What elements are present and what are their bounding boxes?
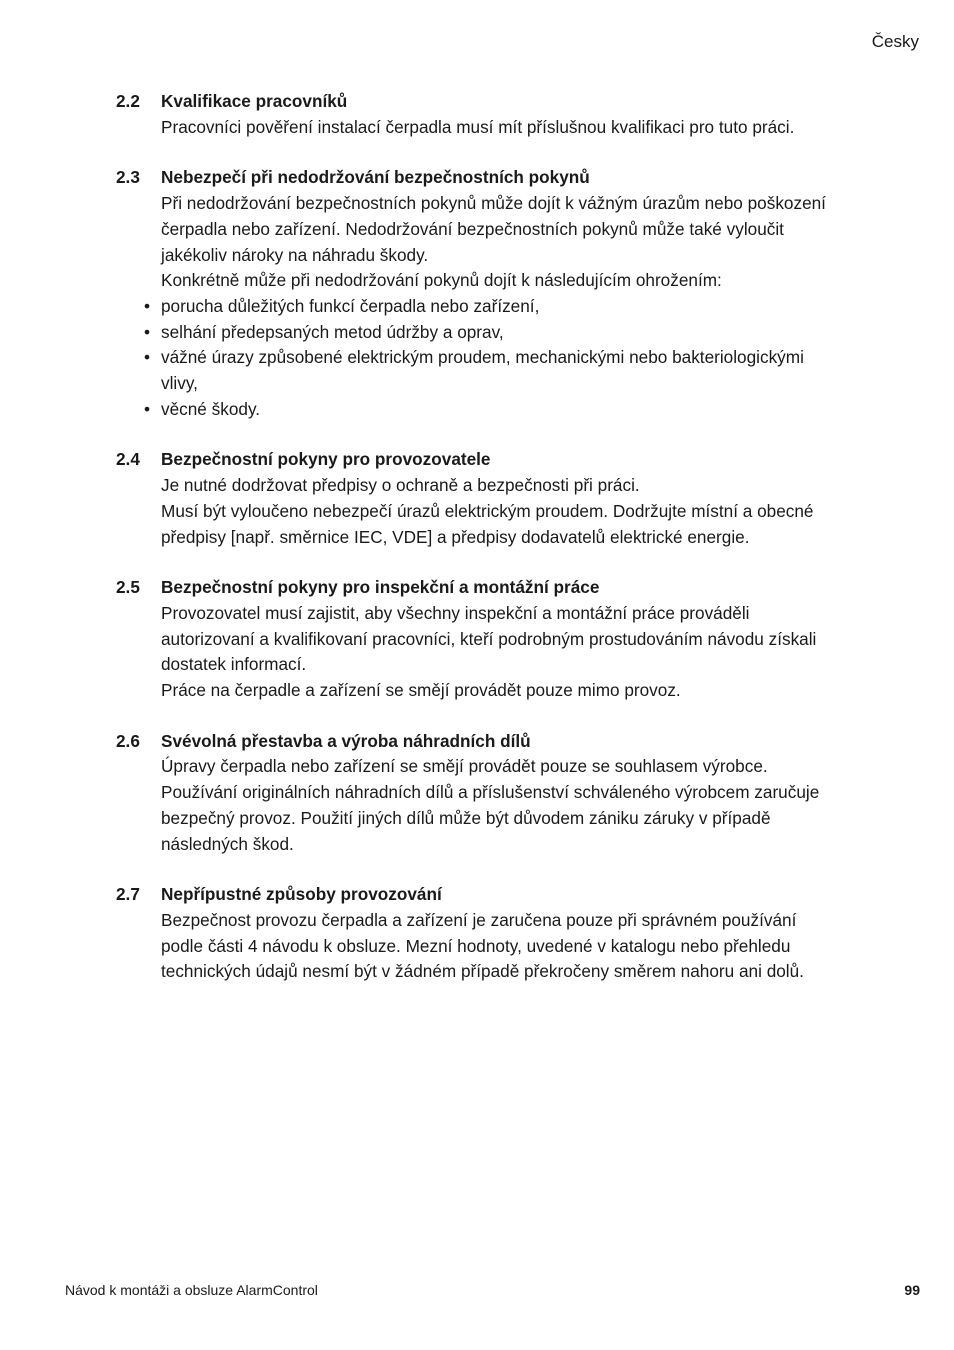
section-number: 2.3 [116,167,140,188]
paragraph: Provozovatel musí zajistit, aby všechny inspekční a montážní práce prováděli autorizovaní a kvalifikovaní pracovníci, kteří podrobným prostudováním návodu získali dostatek informací. [161,602,817,675]
section-heading [116,882,828,908]
section-heading [116,575,828,601]
bullet-icon: • [144,347,151,368]
section-heading [116,89,828,115]
bullet-icon: • [144,295,151,316]
section-number: 2.5 [116,577,140,598]
paragraph: Úpravy čerpadla nebo zařízení se smějí provádět pouze se souhlasem výrobce. Používání originálních náhradních dílů a příslušenství schváleného výrobcem zaručuje bezpečný provoz. Použití jiných dílů může být důvodem zániku záruky v případě následných škod. [161,756,820,854]
section-title: Svévolná přestavba a výroba náhradních dílů [161,730,531,751]
section-number: 2.6 [116,730,140,751]
section-title: Nebezpečí při nedodržování bezpečnostních pokynů [161,167,590,188]
document-body [116,89,828,1010]
section-heading [116,729,828,755]
language-label: Česky [871,32,919,51]
section-heading [116,165,828,191]
section-2-5 [116,575,828,704]
section-2-6 [116,729,828,858]
section-2-7 [116,882,828,985]
paragraph: Práce na čerpadle a zařízení se smějí provádět pouze mimo provoz. [161,680,681,701]
section-2-2 [116,89,828,140]
paragraph: Bezpečnost provozu čerpadla a zařízení je zaručena pouze při správném používání podle části 4 návodu k obsluze. Mezní hodnoty, uvedené v katalogu nebo přehledu technických údajů nesmí být v žádném případě překročeny směrem nahoru ani dolů. [161,909,804,982]
section-title: Bezpečnostní pokyny pro provozovatele [161,449,491,470]
list-item: • vážné úrazy způsobené elektrickým proudem, mechanickými nebo bakteriologickými vlivy, [144,347,804,394]
section-title: Bezpečnostní pokyny pro inspekční a montážní práce [161,577,600,598]
section-title: Kvalifikace pracovníků [161,91,348,111]
section-number: 2.7 [116,884,140,905]
footer-document-title: Návod k montáži a obsluze AlarmControl [65,1282,318,1298]
list-item: • selhání předepsaných metod údržby a oprav, [161,320,828,346]
bullet-icon: • [144,398,151,419]
list-item: • věcné škody. [161,397,828,423]
paragraph: Při nedodržování bezpečnostních pokynů může dojít k vážným úrazům nebo poškození čerpadla nebo zařízení. Nedodržování bezpečnostních pokynů může také vyloučit jakékoliv nároky na náhradu škody. [161,193,826,265]
bullet-icon: • [144,321,151,342]
list-item: • porucha důležitých funkcí čerpadla nebo zařízení, [161,294,828,320]
section-number: 2.2 [116,91,140,111]
paragraph: Je nutné dodržovat předpisy o ochraně a bezpečnosti při práci. [161,475,640,496]
section-title: Nepřípustné způsoby provozování [161,884,442,905]
section-2-4 [116,447,828,550]
paragraph: Musí být vyloučeno nebezpečí úrazů elektrickým proudem. Dodržujte místní a obecné předpisy [např. směrnice IEC, VDE] a předpisy dodavatelů elektrické energie. [161,500,814,547]
section-heading [116,447,828,473]
page-number: 99 [904,1282,920,1298]
bullet-list [144,294,828,423]
paragraph: Konkrétně může při nedodržování pokynů dojít k následujícím ohrožením: [161,270,722,291]
paragraph: Pracovníci pověření instalací čerpadla musí mít příslušnou kvalifikaci pro tuto práci. [161,116,795,137]
section-2-3 [116,165,828,422]
section-number: 2.4 [116,449,140,470]
